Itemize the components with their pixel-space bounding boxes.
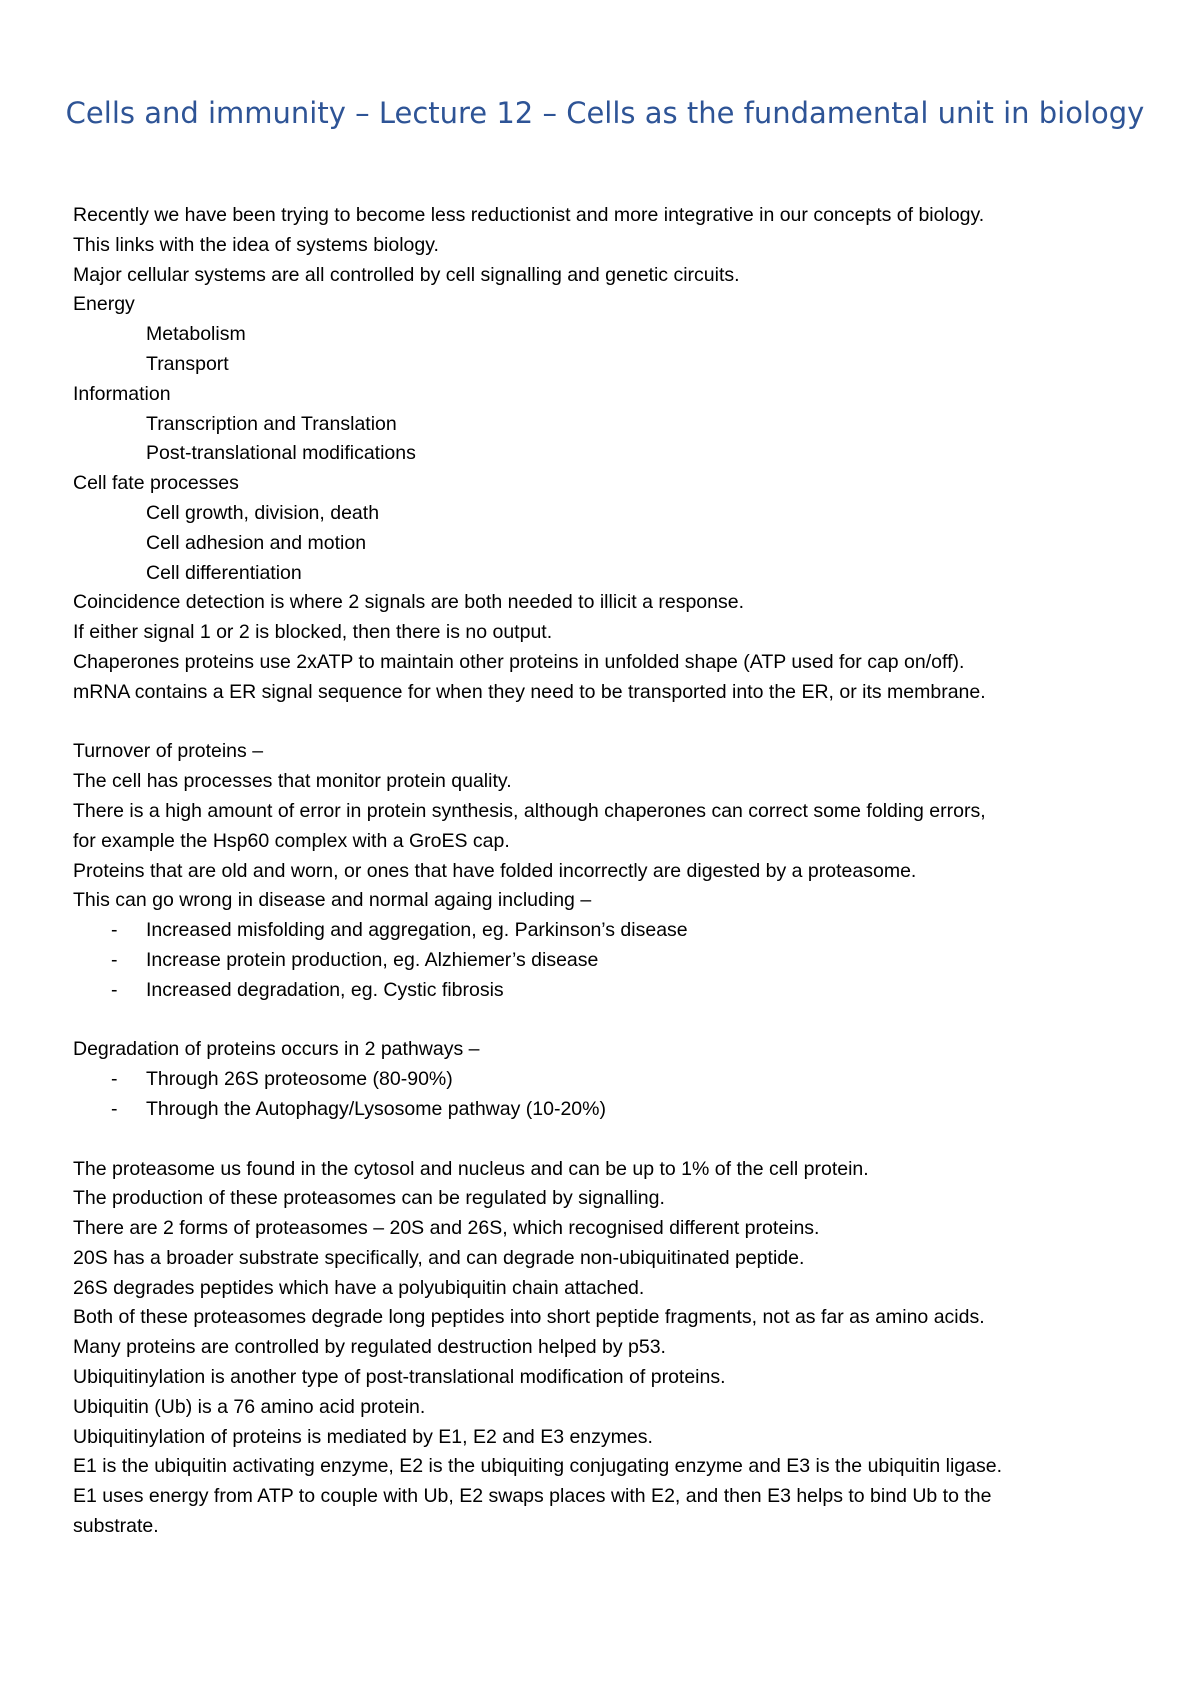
paragraph-line: There are 2 forms of proteasomes – 20S and 26S, which recognised different proteins. xyxy=(73,1217,820,1240)
paragraph-line: for example the Hsp60 complex with a GroES cap. xyxy=(73,829,510,852)
paragraph-line: Many proteins are controlled by regulated destruction helped by p53. xyxy=(73,1336,666,1359)
heading-turnover: Turnover of proteins – xyxy=(73,740,264,763)
blank-line xyxy=(73,1125,1133,1155)
heading-information: Information xyxy=(73,382,171,405)
sub-item-transport: Transport xyxy=(146,352,229,375)
paragraph-line: This can go wrong in disease and normal againg including – xyxy=(73,889,592,912)
bullet-text: Through 26S proteosome (80-90%) xyxy=(146,1068,453,1091)
paragraph-line: Ubiquitin (Ub) is a 76 amino acid protein. xyxy=(73,1395,426,1418)
paragraph-line: Ubiquitinylation is another type of post-translational modification of proteins. xyxy=(73,1366,726,1389)
paragraph-line: 20S has a broader substrate specifically, and can degrade non-ubiquitinated peptide. xyxy=(73,1246,805,1269)
bullet-item xyxy=(73,1095,1133,1125)
heading-degradation: Degradation of proteins occurs in 2 pathways – xyxy=(73,1038,480,1061)
bullet-text: Increased misfolding and aggregation, eg. Parkinson’s disease xyxy=(146,919,688,942)
bullet-item xyxy=(73,1065,1133,1095)
paragraph-line: Proteins that are old and worn, or ones that have folded incorrectly are digested by a proteasome. xyxy=(73,859,917,882)
bullet-text: Through the Autophagy/Lysosome pathway (10-20%) xyxy=(146,1097,606,1120)
bullet-dash: - xyxy=(111,948,118,971)
sub-item-differentiation: Cell differentiation xyxy=(146,561,302,584)
bullet-text: Increased degradation, eg. Cystic fibrosis xyxy=(146,978,504,1001)
paragraph-line: The production of these proteasomes can be regulated by signalling. xyxy=(73,1187,665,1210)
bullet-text: Increase protein production, eg. Alzhiemer’s disease xyxy=(146,948,599,971)
paragraph-line: Both of these proteasomes degrade long peptides into short peptide fragments, not as far as amino acids. xyxy=(73,1306,985,1329)
paragraph-line: The proteasome us found in the cytosol and nucleus and can be up to 1% of the cell protein. xyxy=(73,1157,869,1180)
paragraph-line: mRNA contains a ER signal sequence for when they need to be transported into the ER, or its membrane. xyxy=(73,680,986,703)
bullet-item xyxy=(73,916,1133,946)
paragraph-line: Recently we have been trying to become less reductionist and more integrative in our concepts of biology. xyxy=(73,204,985,226)
bullet-item xyxy=(73,946,1133,976)
heading-energy: Energy xyxy=(73,293,135,316)
paragraph-line: Major cellular systems are all controlled by cell signalling and genetic circuits. xyxy=(73,263,740,286)
sub-item-ptm: Post-translational modifications xyxy=(146,442,416,465)
blank-line xyxy=(73,1006,1133,1036)
paragraph-line: The cell has processes that monitor protein quality. xyxy=(73,770,512,793)
bullet-dash: - xyxy=(111,978,118,1001)
bullet-dash: - xyxy=(111,1097,118,1120)
sub-item-transcription: Transcription and Translation xyxy=(146,412,397,435)
document-body xyxy=(73,201,1133,1542)
blank-line xyxy=(73,708,1133,738)
paragraph-line: substrate. xyxy=(73,1515,159,1538)
paragraph-line: If either signal 1 or 2 is blocked, then there is no output. xyxy=(73,621,553,644)
heading-cell-fate: Cell fate processes xyxy=(73,472,239,495)
paragraph-line: Ubiquitinylation of proteins is mediated by E1, E2 and E3 enzymes. xyxy=(73,1425,653,1448)
document-title: Cells and immunity – Lecture 12 – Cells as the fundamental unit in biology xyxy=(65,96,1145,130)
bullet-dash: - xyxy=(111,919,118,942)
paragraph-line: Coincidence detection is where 2 signals are both needed to illicit a response. xyxy=(73,591,744,614)
paragraph-line: E1 uses energy from ATP to couple with Ub, E2 swaps places with E2, and then E3 helps to bind Ub to the xyxy=(73,1485,992,1508)
bullet-item xyxy=(73,976,1133,1006)
paragraph-line: 26S degrades peptides which have a polyubiquitin chain attached. xyxy=(73,1276,645,1299)
sub-item-metabolism: Metabolism xyxy=(146,323,246,346)
paragraph-line: This links with the idea of systems biology. xyxy=(73,233,439,256)
paragraph-line: Chaperones proteins use 2xATP to maintain other proteins in unfolded shape (ATP used for cap on/off). xyxy=(73,650,965,673)
paragraph-line: E1 is the ubiquitin activating enzyme, E2 is the ubiquiting conjugating enzyme and E3 is the ubiquitin ligase. xyxy=(73,1455,1002,1478)
sub-item-growth: Cell growth, division, death xyxy=(146,501,380,524)
sub-item-adhesion: Cell adhesion and motion xyxy=(146,531,367,554)
bullet-dash: - xyxy=(111,1068,118,1091)
paragraph-line: There is a high amount of error in protein synthesis, although chaperones can correct some folding errors, xyxy=(73,799,986,822)
